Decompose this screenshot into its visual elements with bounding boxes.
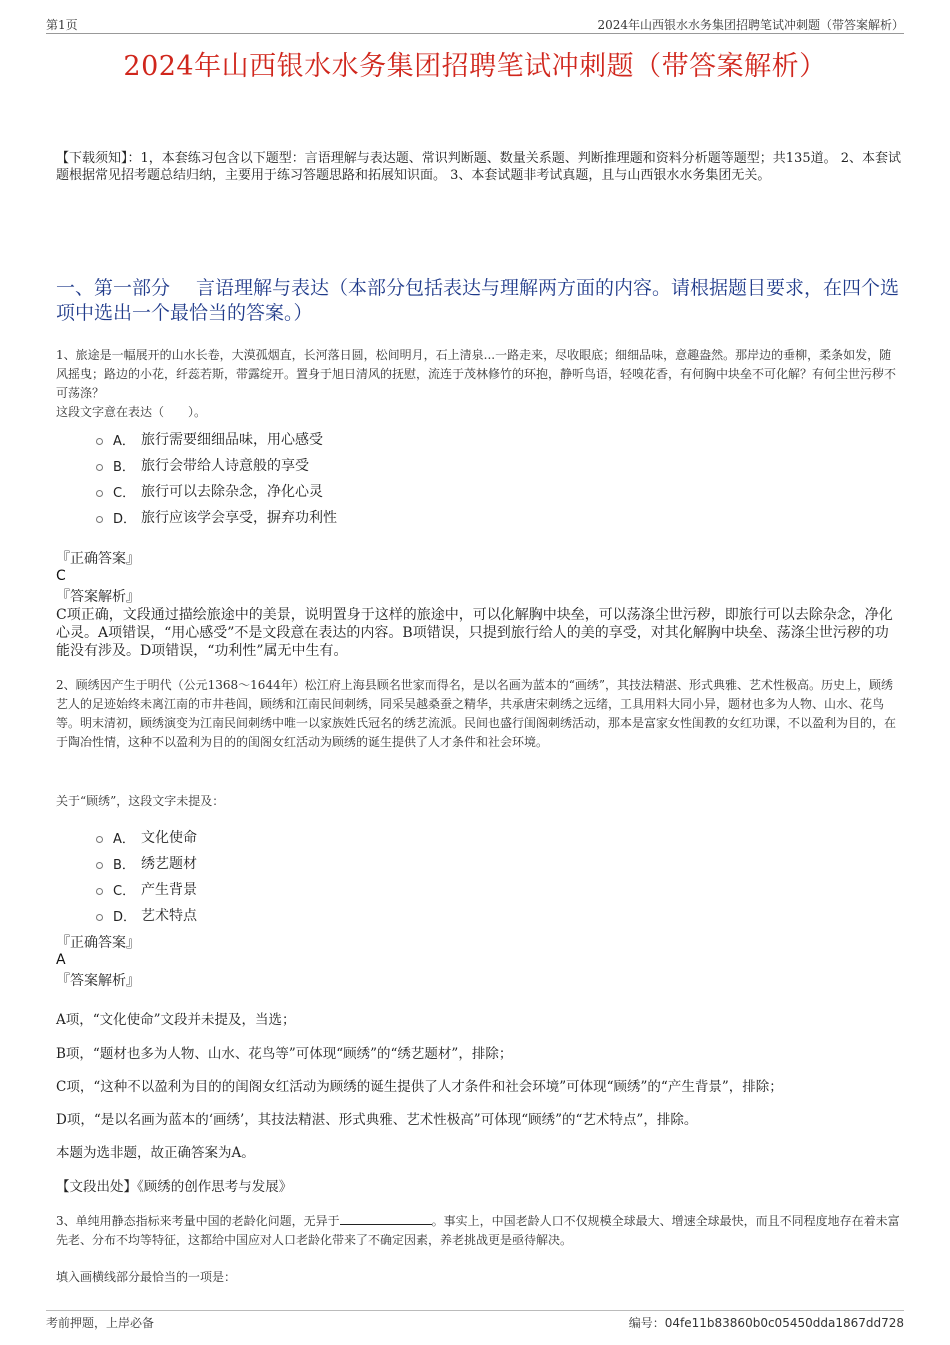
page-title: 2024年山西银水水务集团招聘笔试冲刺题（带答案解析） <box>123 51 827 82</box>
radio-icon[interactable] <box>96 836 103 843</box>
footer-divider <box>46 1310 904 1311</box>
footer-slogan: 考前押题，上岸必备 <box>46 1316 155 1330</box>
question-1-prompt: 这段文字意在表达（ ）。 <box>56 405 207 419</box>
explain-line-d: D项，“是以名画为蓝本的‘画绣’，其技法精湛、形式典雅、艺术性极高”可体现“顾绣”的“艺术特点”，排除。 <box>56 1112 698 1128</box>
radio-icon[interactable] <box>96 888 103 895</box>
section-description: 言语理解与表达（本部分包括表达与理解两方面的内容。请根据题目要求，在四个选项中选出一个最恰当的答案。） <box>56 277 900 324</box>
radio-icon[interactable] <box>96 490 103 497</box>
question-2-text: 2、顾绣因产生于明代（公元1368～1644年）松江府上海县顾名世家而得名，是以名画为蓝本的“画绣”，其技法精湛、形式典雅、艺术性极高。历史上，顾绣艺人的足迹始终未离江南的市井巷闾，顾绣和江南民间刺绣，同采吴越桑蚕之精华，共承唐宋刺绣之远绪，工具用料大同小异，题材也多为人物、山水、花鸟等。明末清初，顾绣演变为江南民间刺绣中唯一以家族姓氏冠名的绣艺流派。民间也盛行闺阁刺绣活动，那本是富家女性闺教的女红功课，不以盈利为目的，在于陶冶性情，这种不以盈利为目的的闺阁女红活动为顾绣的诞生提供了人才条件和社会环境。 <box>56 678 897 749</box>
option-b[interactable]: B． 旅行会带给人诗意般的享受 <box>96 452 337 478</box>
section-heading <box>56 276 902 326</box>
question-1-answer-block <box>56 548 902 660</box>
explain-line-a: A项，“文化使命”文段并未提及，当选； <box>56 1012 296 1028</box>
option-a[interactable]: A． 文化使命 <box>96 824 197 850</box>
explain-line-b: B项，“题材也多为人物、山水、花鸟等”可体现“顾绣”的“绣艺题材”，排除； <box>56 1046 513 1062</box>
fill-blank <box>340 1212 432 1225</box>
question-1-text: 1、旅途是一幅展开的山水长卷，大漠孤烟直，长河落日圆，松间明月，石上清泉...一路走来，尽收眼底；细细品味，意趣盎然。那岸边的垂柳，柔条如发，随风摇曳；路边的小花，纤蕊若斯，带露绽开。置身于旭日清风的抚慰，流连于茂林修竹的环抱，静听鸟语，轻嗅花香，有何胸中块垒不可化解？有何尘世污秽不可荡涤？ <box>56 348 897 400</box>
option-d[interactable]: D． 旅行应该学会享受，摒弃功利性 <box>96 504 337 530</box>
question-2-prompt: 关于“顾绣”，这段文字未提及： <box>56 794 225 808</box>
question-3-prompt-wrap <box>56 1268 902 1285</box>
correct-answer-label: 『正确答案』 <box>56 935 140 951</box>
correct-answer: A <box>56 952 66 968</box>
question-2 <box>56 676 902 752</box>
option-b[interactable]: B． 绣艺题材 <box>96 850 197 876</box>
correct-answer-label: 『正确答案』 <box>56 551 140 567</box>
source-citation: 【文段出处】《顾绣的创作思考与发展》 <box>56 1179 293 1195</box>
option-a[interactable]: A． 旅行需要细细品味，用心感受 <box>96 426 337 452</box>
radio-icon[interactable] <box>96 464 103 471</box>
question-3 <box>56 1212 902 1250</box>
answer-explanation: C项正确，文段通过描绘旅途中的美景，说明置身于这样的旅途中，可以化解胸中块垒，可以荡涤尘世污秽，即旅行可以去除杂念，净化心灵。A项错误，“用心感受”不是文段意在表达的内容。B项错误，只提到旅行给人的美的享受，对其化解胸中块垒、荡涤尘世污秽的功能没有涉及。D项错误，“功利性”属无中生有。 <box>56 607 893 659</box>
explain-conclusion: 本题为选非题，故正确答案为A。 <box>56 1145 255 1161</box>
header-doc-title: 2024年山西银水水务集团招聘笔试冲刺题（带答案解析） <box>597 18 904 32</box>
option-c[interactable]: C． 产生背景 <box>96 876 197 902</box>
header-divider <box>46 33 904 34</box>
option-d[interactable]: D． 艺术特点 <box>96 902 197 928</box>
radio-icon[interactable] <box>96 516 103 523</box>
answer-explanation-label: 『答案解析』 <box>56 589 140 605</box>
question-1-options <box>96 426 337 530</box>
question-1 <box>56 346 902 420</box>
document-code: 04fe11b83860b0c05450dda1867dd728 <box>664 1316 904 1330</box>
radio-icon[interactable] <box>96 438 103 445</box>
question-2-answer-block <box>56 932 902 990</box>
question-3-text: 3、单纯用静态指标来考量中国的老龄化问题，无异于 。事实上，中国老龄人口不仅规模全球最大、增速全球最快，而且不同程度地存在着未富先老、分布不均等特征，这都给中国应对人口老龄化带来了不确定因素，养老挑战更是亟待解决。 <box>56 1214 900 1247</box>
answer-explanation-label: 『答案解析』 <box>56 973 140 989</box>
page-number: 第1页 <box>46 18 78 32</box>
question-3-prompt: 填入画横线部分最恰当的一项是： <box>56 1270 237 1284</box>
footer-code: 编号：04fe11b83860b0c05450dda1867dd728 <box>628 1316 904 1330</box>
correct-answer: C <box>56 568 66 584</box>
radio-icon[interactable] <box>96 862 103 869</box>
question-2-options <box>96 824 197 928</box>
explain-line-c: C项，“这种不以盈利为目的的闺阁女红活动为顾绣的诞生提供了人才条件和社会环境”可体现“顾绣”的“产生背景”，排除； <box>56 1079 783 1095</box>
option-c[interactable]: C． 旅行可以去除杂念，净化心灵 <box>96 478 337 504</box>
section-number-title: 一、第一部分 <box>56 277 171 299</box>
question-2-prompt-wrap <box>56 792 902 809</box>
radio-icon[interactable] <box>96 914 103 921</box>
download-notice: 【下载须知】：1，本套练习包含以下题型：言语理解与表达题、常识判断题、数量关系题、判断推理题和资料分析题等题型；共135道。 2、本套试题根据常见招考题总结归纳，主要用于练习答题思路和拓展知识面。 3、本套试题非考试真题，且与山西银水水务集团无关。 <box>56 151 901 183</box>
